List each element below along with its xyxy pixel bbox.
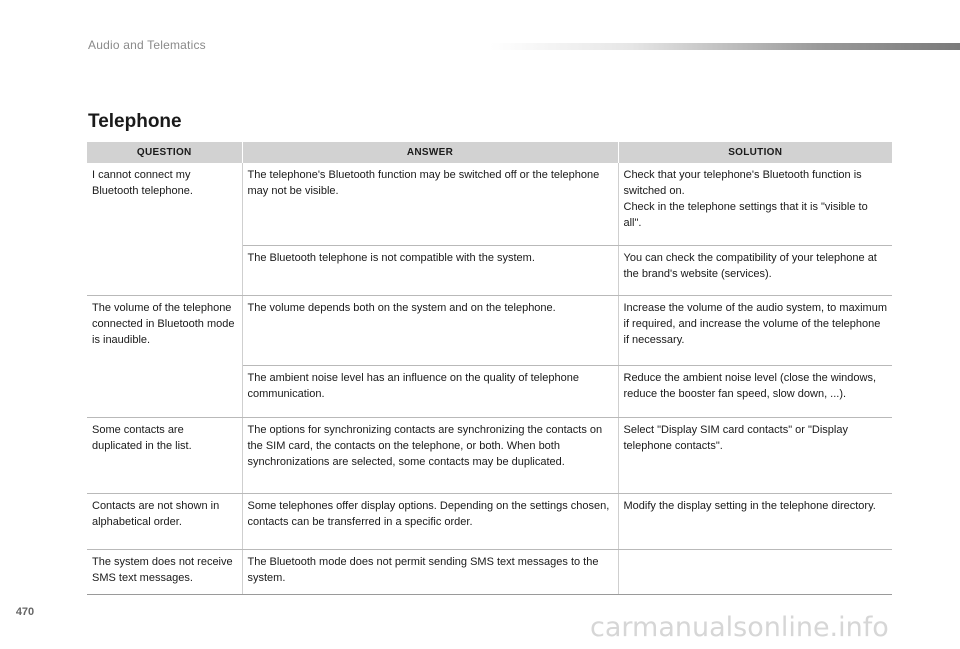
- answer-cell: The telephone's Bluetooth function may be switched off or the telephone may not be visible.: [242, 163, 618, 245]
- table-row: [87, 549, 892, 594]
- solution-cell: You can check the compatibility of your telephone at the brand's website (services).: [618, 245, 892, 295]
- question-cell: Contacts are not shown in alphabetical order.: [87, 493, 242, 549]
- answer-cell: The volume depends both on the system and on the telephone.: [242, 295, 618, 365]
- answer-cell: The ambient noise level has an influence on the quality of telephone communication.: [242, 365, 618, 417]
- table-row: [87, 417, 892, 493]
- solution-cell: Reduce the ambient noise level (close the windows, reduce the booster fan speed, slow down, ...).: [618, 365, 892, 417]
- page-number: 470: [15, 606, 35, 618]
- answer-cell: The Bluetooth mode does not permit sending SMS text messages to the system.: [242, 549, 618, 594]
- table-header-row: [87, 142, 892, 163]
- solution-cell: Select "Display SIM card contacts" or "Display telephone contacts".: [618, 417, 892, 493]
- table-row: [87, 295, 892, 365]
- solution-line: Check that your telephone's Bluetooth function is switched on.: [623, 169, 862, 197]
- table-row: [87, 493, 892, 549]
- question-cell: The system does not receive SMS text messages.: [87, 549, 242, 594]
- section-header: Audio and Telematics: [88, 38, 206, 52]
- table-row: [87, 163, 892, 245]
- watermark: carmanualsonline.info: [590, 612, 889, 643]
- answer-cell: The options for synchronizing contacts are synchronizing the contacts on the SIM card, the contacts on the telephone, or both. When both synchronizations are selected, some contacts may be duplicated.: [242, 417, 618, 493]
- answer-cell: The Bluetooth telephone is not compatible with the system.: [242, 245, 618, 295]
- troubleshooting-table: [87, 142, 892, 595]
- solution-cell: Increase the volume of the audio system, to maximum if required, and increase the volume of the telephone if necessary.: [618, 295, 892, 365]
- column-header-question: QUESTION: [87, 142, 242, 163]
- solution-cell: [618, 549, 892, 594]
- solution-cell: Modify the display setting in the telephone directory.: [618, 493, 892, 549]
- question-cell: The volume of the telephone connected in Bluetooth mode is inaudible.: [87, 295, 242, 417]
- column-header-solution: SOLUTION: [618, 142, 892, 163]
- solution-line: Check in the telephone settings that it is "visible to all".: [623, 201, 868, 229]
- question-cell: Some contacts are duplicated in the list.: [87, 417, 242, 493]
- header-gradient-bar: [490, 43, 960, 50]
- solution-cell: [618, 163, 892, 245]
- question-cell: I cannot connect my Bluetooth telephone.: [87, 163, 242, 295]
- column-header-answer: ANSWER: [242, 142, 618, 163]
- page-title: Telephone: [88, 111, 182, 132]
- answer-cell: Some telephones offer display options. Depending on the settings chosen, contacts can be transferred in a specific order.: [242, 493, 618, 549]
